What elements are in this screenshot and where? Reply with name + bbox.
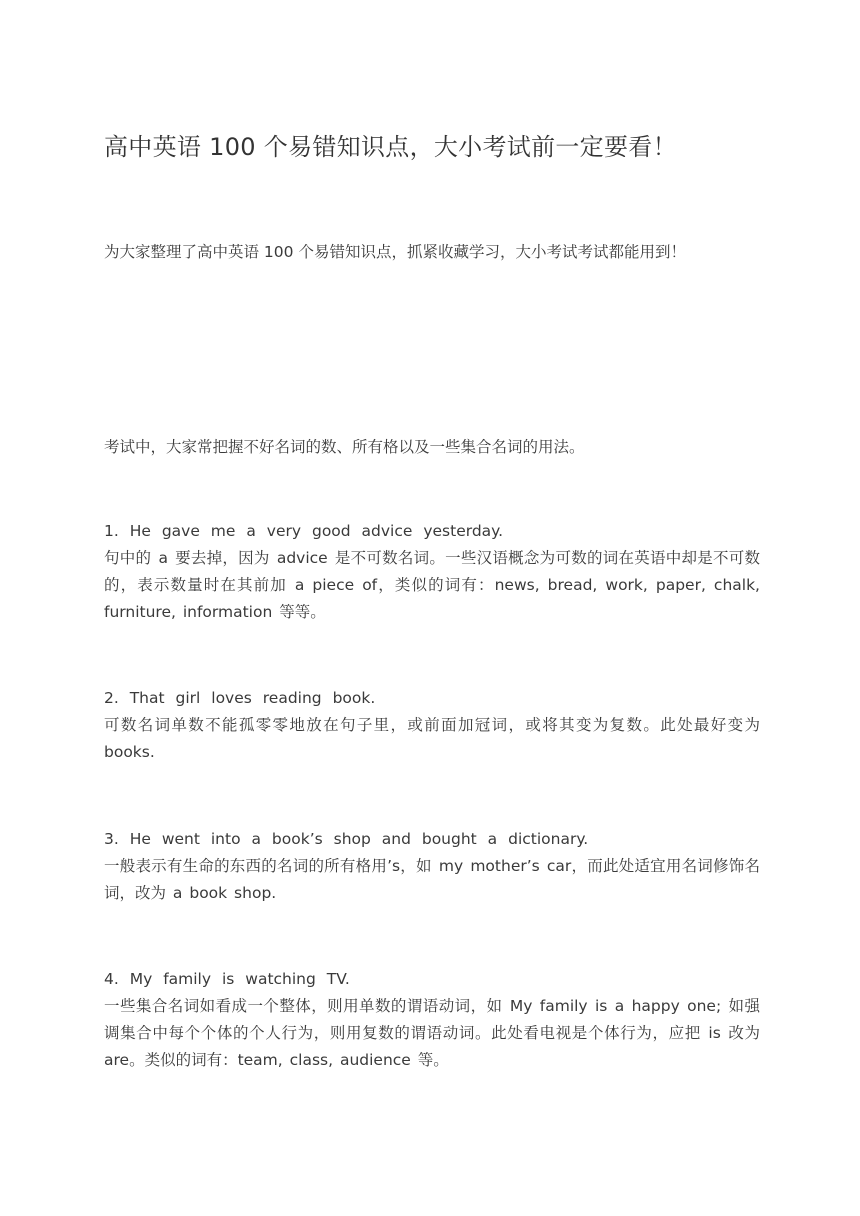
error-explanation: 句中的 a 要去掉，因为 advice 是不可数名词。一些汉语概念为可数的词在英语中却是不可数的，表示数量时在其前加 a piece of，类似的词有：news, bread, work, paper, chalk, furniture, information 等等。 [104, 549, 760, 621]
error-explanation: 一般表示有生命的东西的名词的所有格用’s，如 my mother’s car，而此处适宜用名词修饰名词，改为 a book shop. [104, 857, 760, 902]
intro-paragraph: 为大家整理了高中英语 100 个易错知识点，抓紧收藏学习，大小考试考试都能用到！ [104, 243, 686, 261]
error-explanation: 可数名词单数不能孤零零地放在句子里，或前面加冠词，或将其变为复数。此处最好变为 books. [104, 716, 760, 761]
article-title: 高中英语 100 个易错知识点，大小考试前一定要看！ [104, 133, 677, 161]
error-item [104, 966, 760, 1074]
error-item [104, 518, 760, 626]
error-item [104, 826, 760, 907]
error-item [104, 685, 760, 766]
error-sentence: 3. He went into a book’s shop and bought a dictionary. [104, 830, 589, 848]
error-sentence: 2. That girl loves reading book. [104, 689, 376, 707]
error-explanation: 一些集合名词如看成一个整体，则用单数的谓语动词，如 My family is a happy one; 如强调集合中每个个体的个人行为，则用复数的谓语动词。此处看电视是个体行为，应把 is 改为 are。类似的词有：team, class, audience 等。 [104, 997, 760, 1069]
error-sentence: 4. My family is watching TV. [104, 970, 350, 988]
topic-paragraph: 考试中，大家常把握不好名词的数、所有格以及一些集合名词的用法。 [104, 438, 585, 456]
error-sentence: 1. He gave me a very good advice yesterday. [104, 522, 504, 540]
